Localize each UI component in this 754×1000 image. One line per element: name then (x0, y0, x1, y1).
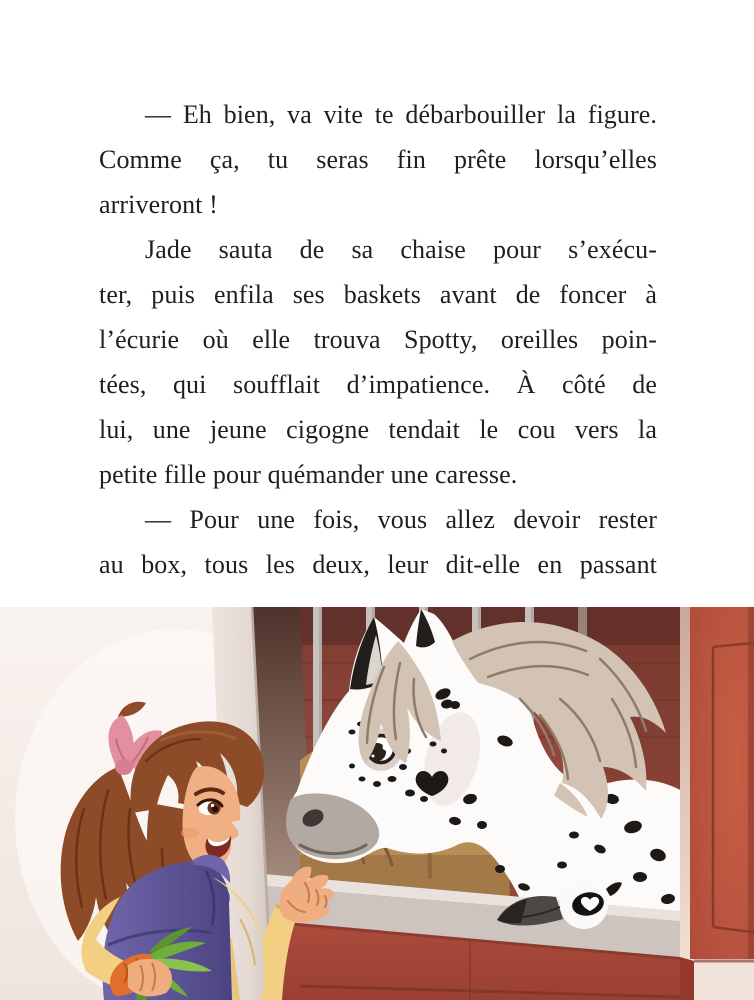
stable-door-right (680, 607, 754, 1000)
story-text (99, 92, 657, 587)
text-line: — Eh bien, va vite te débarbouiller la figure. (145, 100, 657, 129)
text-line: petite fille pour quémander une caresse. (99, 460, 518, 489)
text-line: au box, tous les deux, leur dit-elle en passant (99, 550, 657, 579)
bow-knot (115, 759, 133, 775)
text-line: lui, une jeune cigogne tendait le cou vers la (99, 415, 657, 444)
text-line: ter, puis enfila ses baskets avant de foncer à (99, 280, 657, 309)
stable-illustration (0, 607, 754, 1000)
stable-floor (694, 961, 754, 1000)
text-line: tées, qui soufflait d’impatience. À côté de (99, 370, 657, 399)
girl-blush (181, 828, 199, 839)
text-line: arriveront ! (99, 190, 218, 219)
door-edge-highlight (680, 607, 690, 959)
text-line: Comme ça, tu seras fin prête lorsqu’elles (99, 145, 657, 174)
girl-fist (128, 959, 172, 996)
text-line: — Pour une fois, vous allez devoir rester (145, 505, 657, 534)
text-line: l’écurie où elle trouva Spotty, oreilles poin- (99, 325, 657, 354)
text-line: Jade sauta de sa chaise pour s’exécu- (145, 235, 657, 264)
door-jamb (680, 957, 694, 1000)
